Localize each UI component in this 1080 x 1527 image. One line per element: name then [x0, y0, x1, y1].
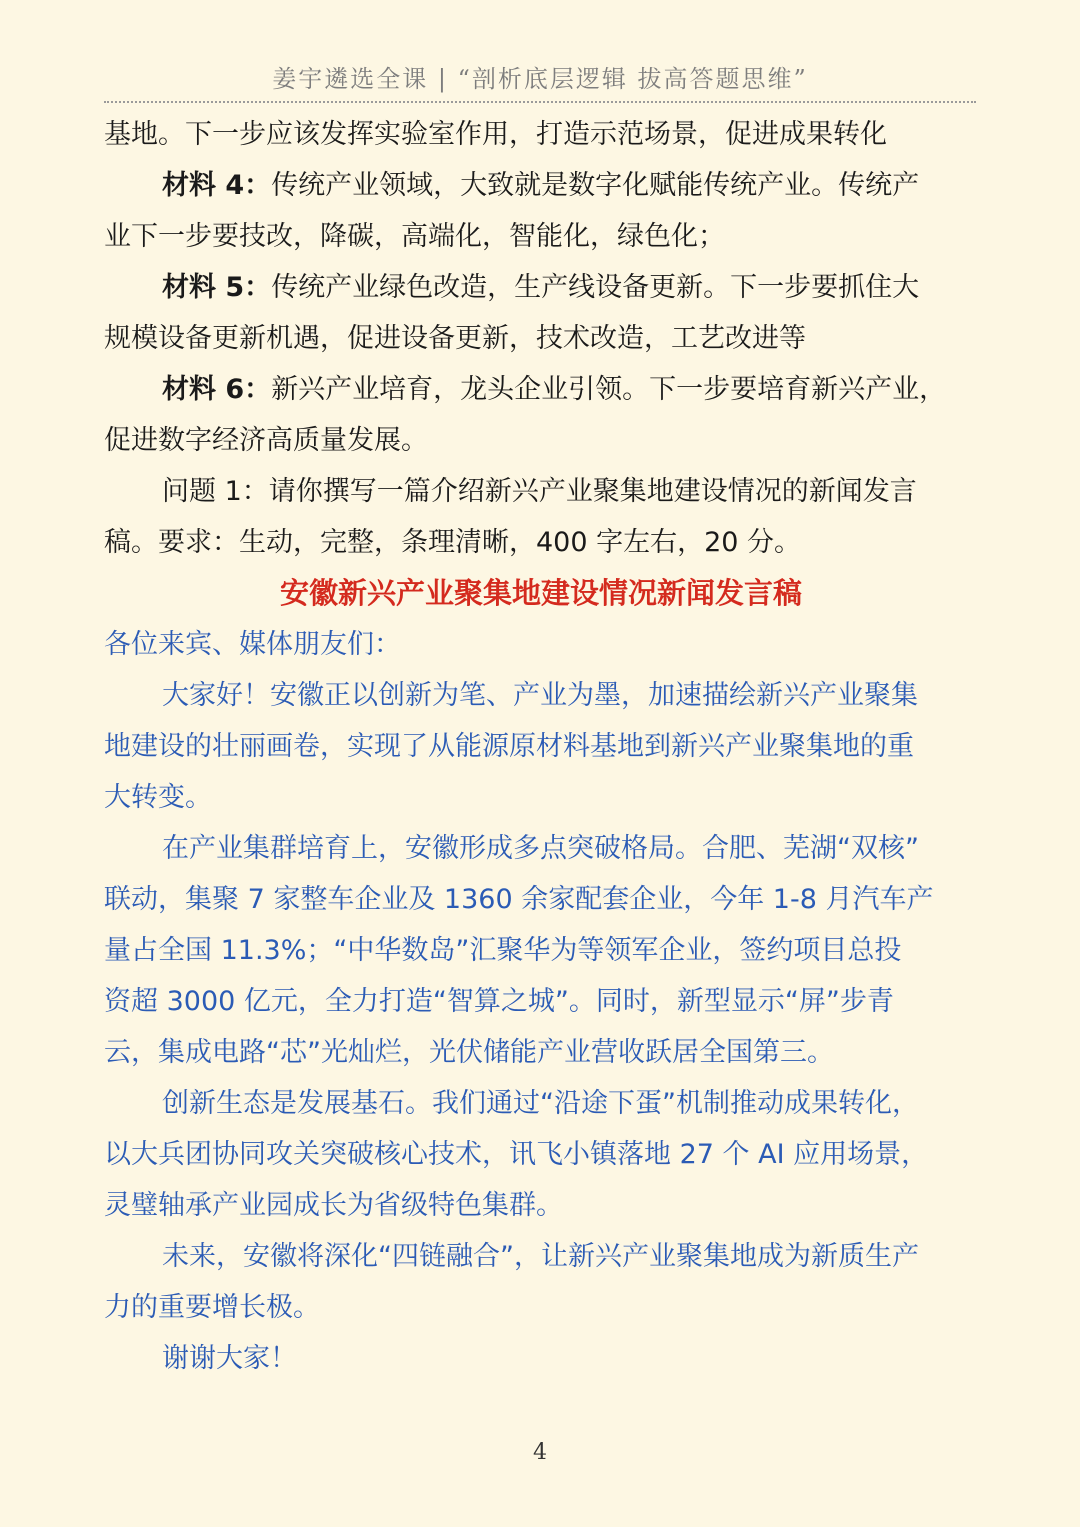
material-line	[104, 313, 978, 364]
material-line	[104, 415, 978, 466]
answer-line: 未来，安徽将深化“四链融合”，让新兴产业聚集地成为新质生产	[162, 1241, 919, 1272]
material-line	[104, 364, 978, 415]
material-label: 材料 4：	[162, 170, 272, 201]
material-text: 传统产业绿色改造，生产线设备更新。下一步要抓住大	[271, 272, 920, 303]
question-line	[104, 517, 978, 568]
answer-title: 安徽新兴产业聚集地建设情况新闻发言稿	[279, 576, 802, 610]
answer-line: 力的重要增长极。	[104, 1292, 320, 1323]
answer-line: 以大兵团协同攻关突破核心技术，讯飞小镇落地 27 个 AI 应用场景，	[104, 1139, 929, 1170]
answer-line: 地建设的壮丽画卷，实现了从能源原材料基地到新兴产业聚集地的重	[104, 731, 914, 762]
answer-line: 创新生态是发展基石。我们通过“沿途下蛋”机制推动成果转化，	[162, 1088, 919, 1119]
answer-closing: 谢谢大家！	[162, 1343, 297, 1374]
material-line	[104, 160, 978, 211]
answer-line: 大转变。	[104, 782, 212, 813]
page-content	[104, 109, 978, 1384]
material-label: 材料 5：	[162, 272, 272, 303]
material-text: 规模设备更新机遇，促进设备更新，技术改造，工艺改进等	[104, 323, 806, 354]
material-text: 传统产业领域，大致就是数字化赋能传统产业。传统产	[271, 170, 920, 201]
answer-line: 云，集成电路“芯”光灿烂，光伏储能产业营收跃居全国第三。	[104, 1037, 834, 1068]
answer-line: 灵璧轴承产业园成长为省级特色集群。	[104, 1190, 563, 1221]
answer-line: 量占全国 11.3%；“中华数岛”汇聚华为等领军企业，签约项目总投	[104, 935, 902, 966]
question-text: 稿。要求：生动，完整，条理清晰，400 字左右，20 分。	[104, 527, 802, 558]
header-divider	[104, 101, 976, 103]
question-line	[104, 466, 978, 517]
material-text: 基地。下一步应该发挥实验室作用，打造示范场景，促进成果转化	[104, 119, 887, 150]
material-text: 新兴产业培育，龙头企业引领。下一步要培育新兴产业，	[271, 374, 947, 405]
material-line	[104, 211, 978, 262]
material-label: 材料 6：	[162, 374, 272, 405]
answer-line: 在产业集群培育上，安徽形成多点突破格局。合肥、芜湖“双核”	[162, 833, 919, 864]
material-line	[104, 262, 978, 313]
answer-line: 大家好！安徽正以创新为笔、产业为墨，加速描绘新兴产业聚集	[162, 680, 918, 711]
material-text: 促进数字经济高质量发展。	[104, 425, 428, 456]
page-number: 4	[533, 1440, 547, 1465]
material-line	[104, 109, 978, 160]
page-header: 姜宇遴选全课 | “剖析底层逻辑 拔高答题思维”	[272, 65, 808, 93]
answer-line: 资超 3000 亿元，全力打造“智算之城”。同时，新型显示“屏”步青	[104, 986, 894, 1017]
answer-salutation: 各位来宾、媒体朋友们：	[104, 629, 401, 660]
question-text: 问题 1：请你撰写一篇介绍新兴产业聚集地建设情况的新闻发言	[162, 476, 917, 507]
answer-line: 联动，集聚 7 家整车企业及 1360 余家配套企业，今年 1-8 月汽车产	[104, 884, 934, 915]
material-text: 业下一步要技改，降碳，高端化，智能化，绿色化；	[104, 221, 725, 252]
